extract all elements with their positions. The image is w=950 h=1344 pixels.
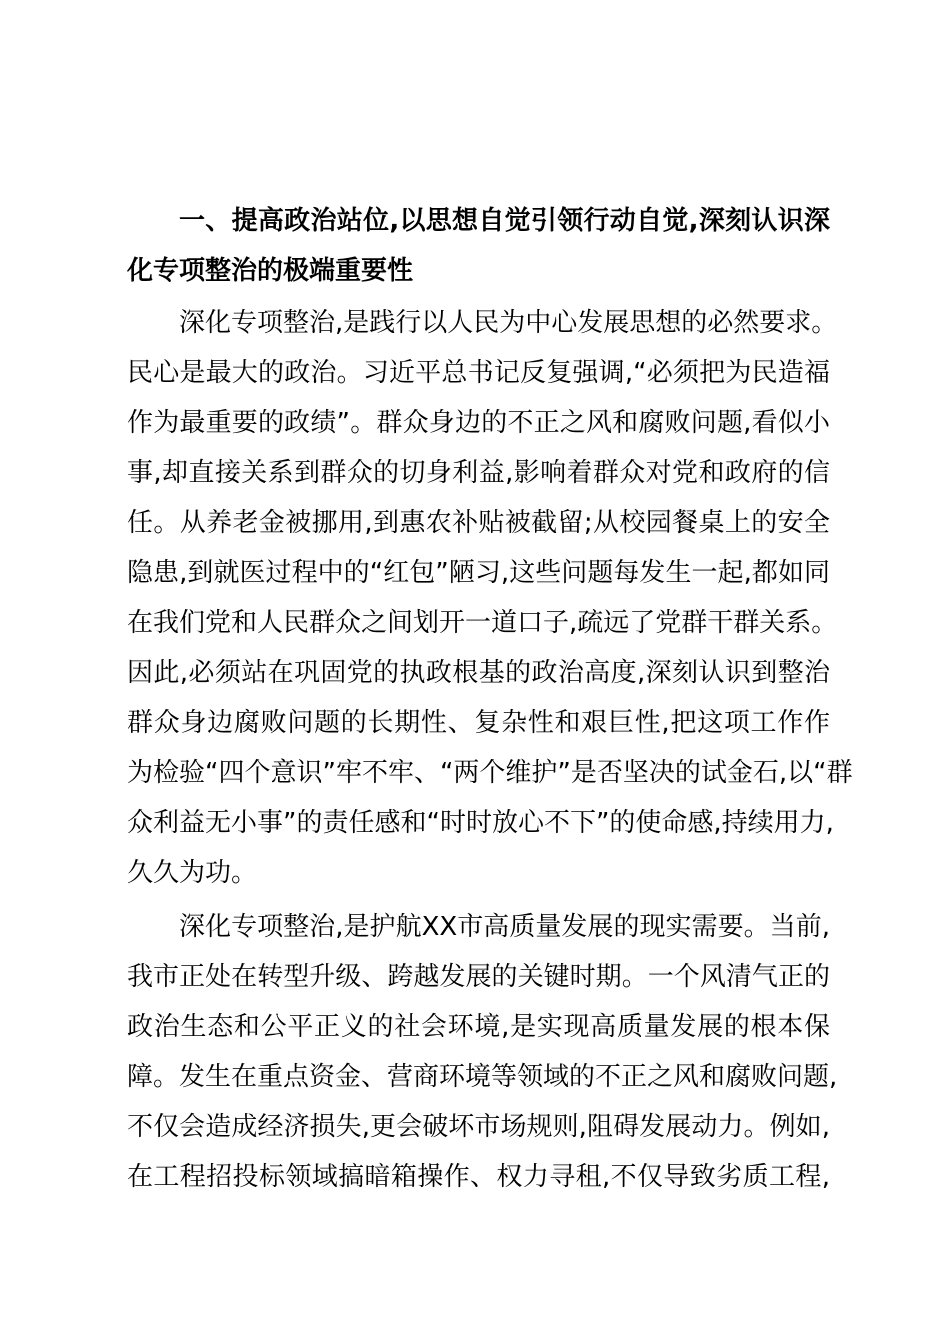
paragraph-line: 在工程招投标领域搞暗箱操作、权力寻租,不仅导致劣质工程,: [127, 1162, 830, 1192]
paragraph-line: 群众身边腐败问题的长期性、复杂性和艰巨性,把这项工作作: [127, 708, 830, 738]
document-body: [127, 196, 853, 1202]
paragraph-1: [127, 298, 853, 898]
paragraph-line: 民心是最大的政治。习近平总书记反复强调,“必须把为民造福: [127, 358, 830, 388]
paragraph-line: 隐患,到就医过程中的“红包”陋习,这些问题每发生一起,都如同: [127, 558, 830, 588]
paragraph-line: 因此,必须站在巩固党的执政根基的政治高度,深刻认识到整治: [127, 658, 830, 688]
heading-line: 化专项整治的极端重要性: [127, 256, 414, 286]
paragraph-line: 众利益无小事”的责任感和“时时放心不下”的使命感,持续用力,: [127, 808, 834, 838]
paragraph-line: 事,却直接关系到群众的切身利益,影响着群众对党和政府的信: [127, 458, 830, 488]
paragraph-line: 久久为功。: [127, 858, 258, 888]
paragraph-line: 在我们党和人民群众之间划开一道口子,疏远了党群干群关系。: [127, 608, 838, 638]
section-heading: [127, 196, 830, 296]
paragraph-line: 深化专项整治,是护航XX市高质量发展的现实需要。当前,: [179, 912, 830, 942]
paragraph-line: 为检验“四个意识”牢不牢、“两个维护”是否坚决的试金石,以“群: [127, 758, 853, 788]
paragraph-line: 我市正处在转型升级、跨越发展的关键时期。一个风清气正的: [127, 962, 830, 992]
heading-line: 一、提高政治站位,以思想自觉引领行动自觉,深刻认识深: [179, 206, 830, 236]
paragraph-line: 深化专项整治,是践行以人民为中心发展思想的必然要求。: [179, 308, 838, 338]
paragraph-line: 任。从养老金被挪用,到惠农补贴被截留;从校园餐桌上的安全: [127, 508, 830, 538]
paragraph-line: 作为最重要的政绩”。群众身边的不正之风和腐败问题,看似小: [127, 408, 830, 438]
paragraph-line: 政治生态和公平正义的社会环境,是实现高质量发展的根本保: [127, 1012, 830, 1042]
paragraph-line: 不仅会造成经济损失,更会破坏市场规则,阻碍发展动力。例如,: [127, 1112, 830, 1142]
paragraph-line: 障。发生在重点资金、营商环境等领域的不正之风和腐败问题,: [127, 1062, 838, 1092]
paragraph-2: [127, 902, 838, 1202]
